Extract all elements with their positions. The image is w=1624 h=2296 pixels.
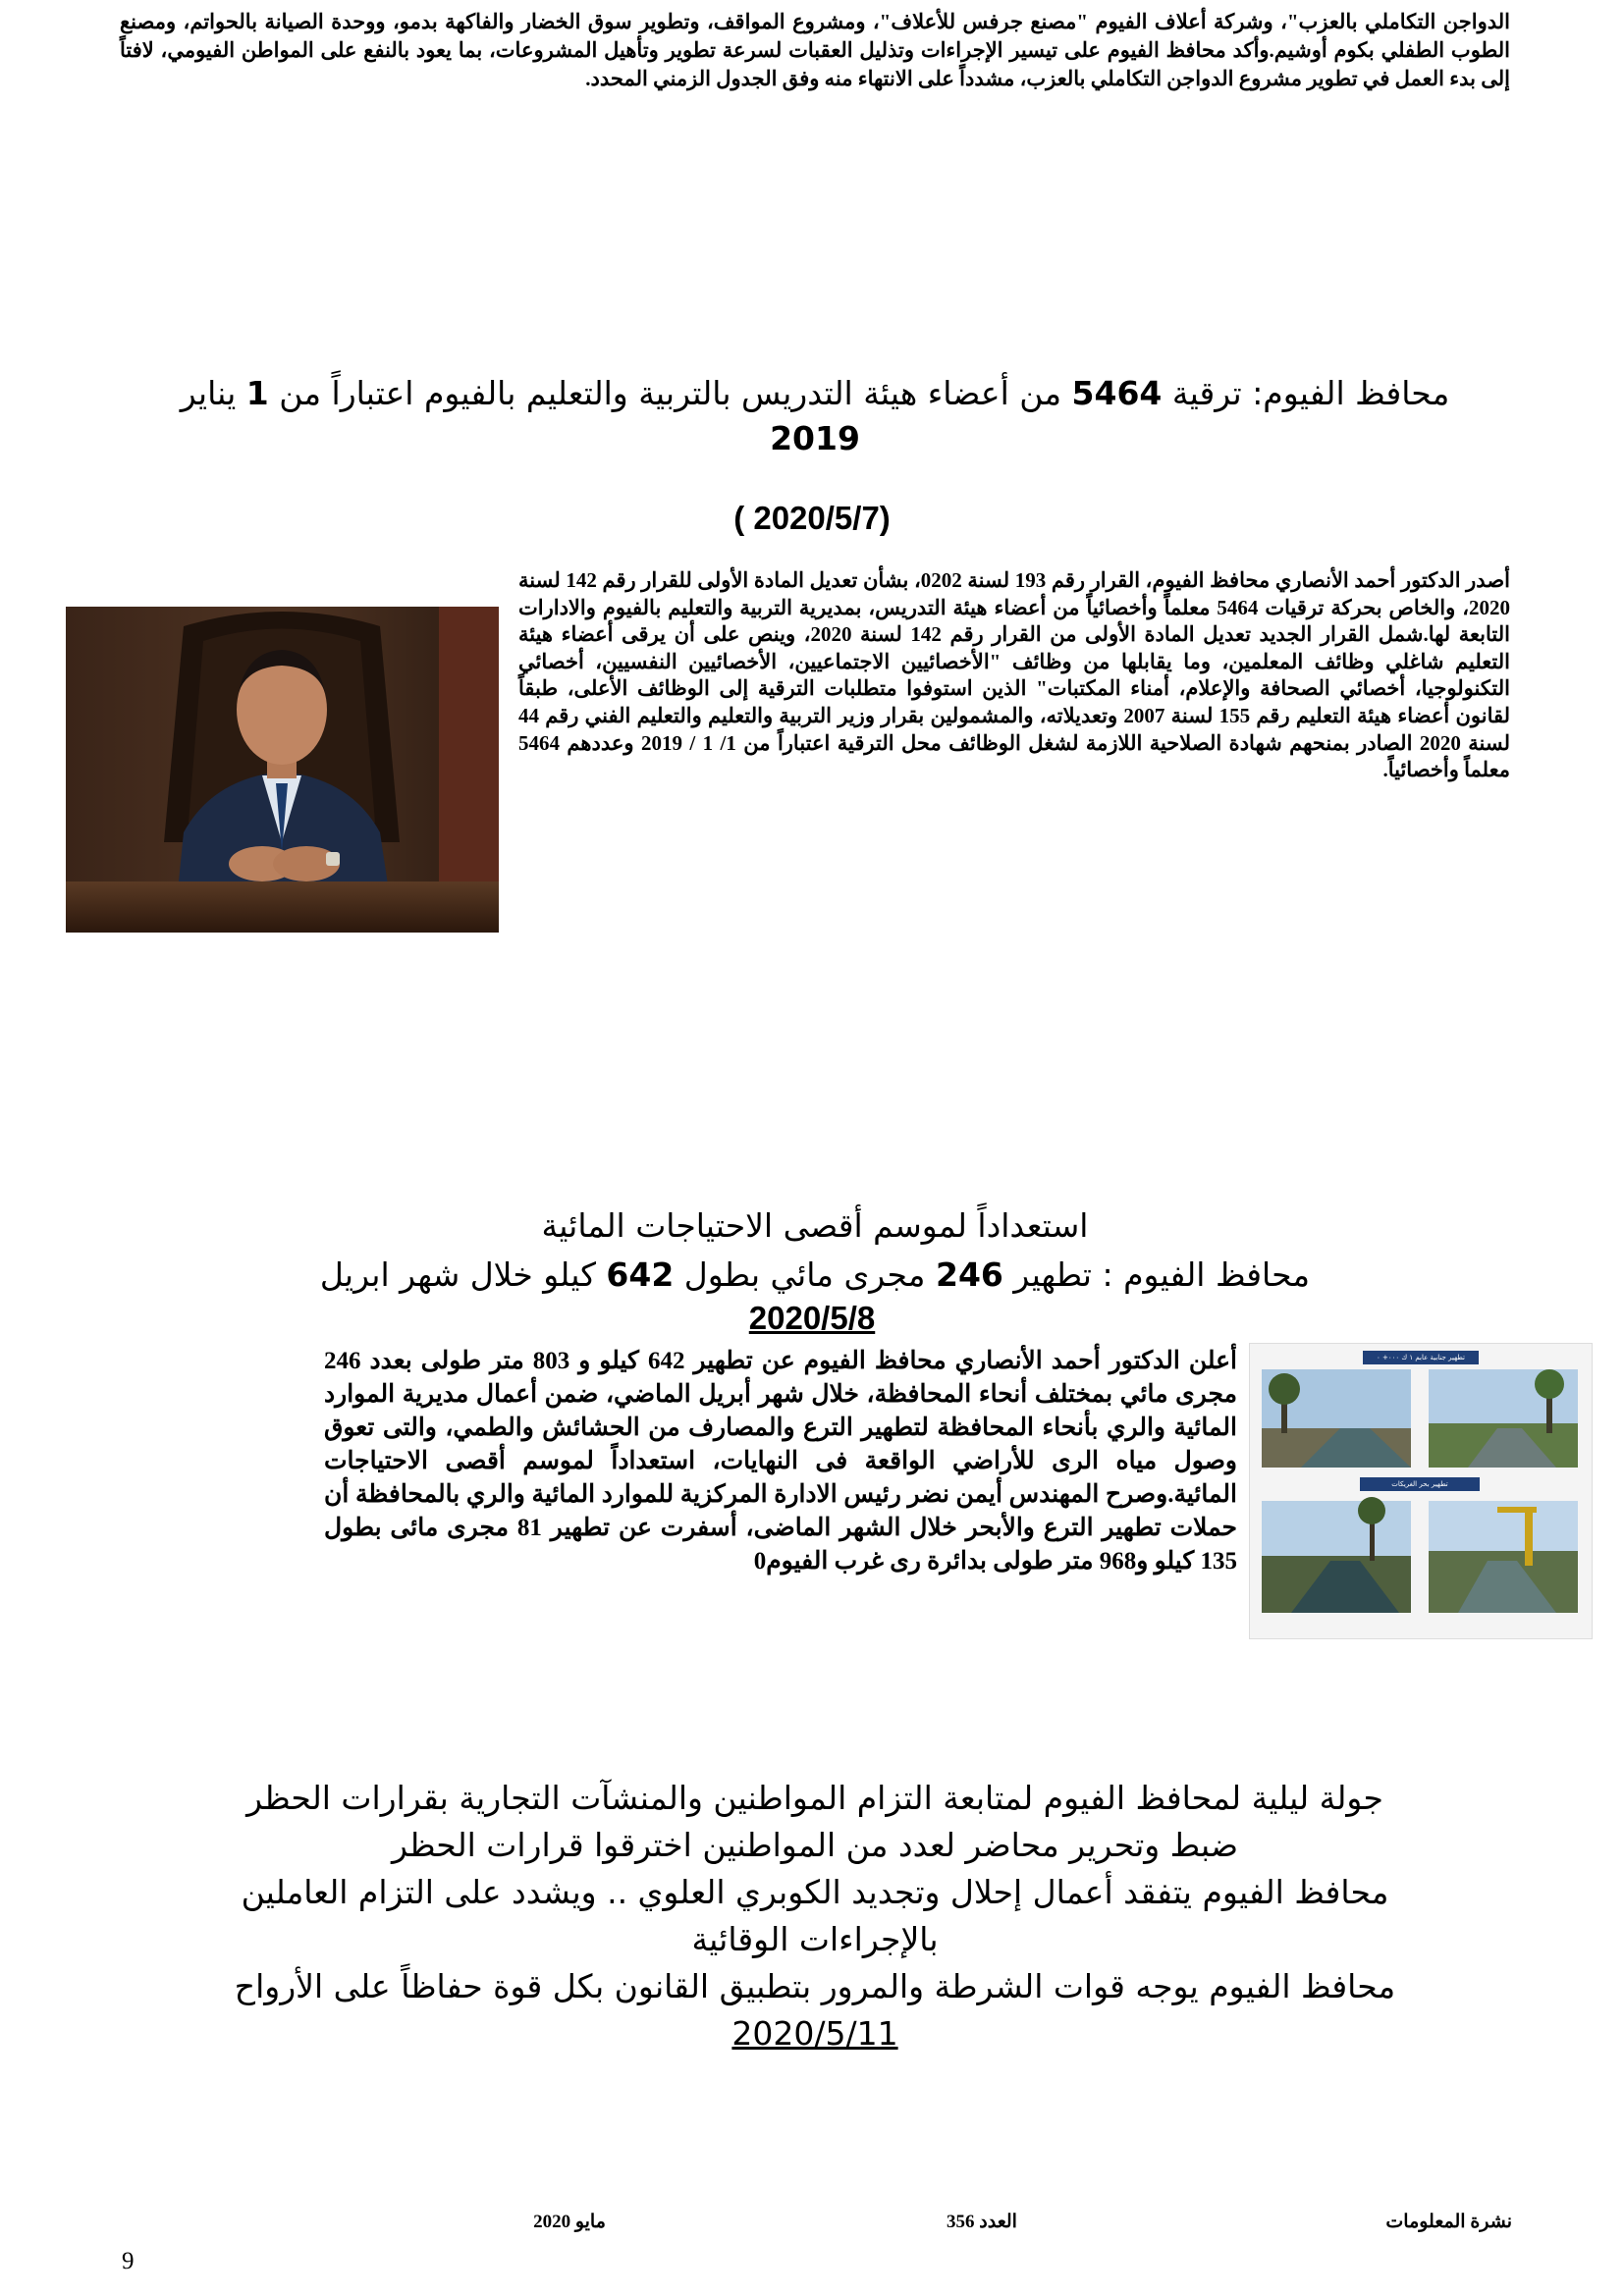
article2-title bbox=[108, 1201, 1522, 1300]
article1-title-year: 2019 bbox=[770, 419, 860, 457]
article2-title-line2-part1: محافظ الفيوم : تطهير bbox=[1002, 1255, 1311, 1294]
article3-line5: محافظ الفيوم يوجه قوات الشرطة والمرور بتطبيق القانون بكل قوة حفاظاً على الأرواح bbox=[234, 1967, 1396, 2005]
article1-title bbox=[108, 371, 1522, 461]
article2-title-line2-num1: 246 bbox=[935, 1255, 1003, 1294]
article1-title-part3: يناير bbox=[180, 374, 246, 412]
article2-title-line2-num2: 642 bbox=[606, 1255, 675, 1294]
article3-line4: بالإجراءات الوقائية bbox=[691, 1920, 939, 1958]
article3-date: 2020/5/11 bbox=[731, 2014, 898, 2053]
article2-title-line1: استعداداً لموسم أقصى الاحتياجات المائية bbox=[541, 1206, 1089, 1245]
article1-title-num2: 1 bbox=[245, 374, 269, 412]
collage-caption-top: تطهير جنابية عابم ١ ك ٠٠٠+ ٠ bbox=[1363, 1351, 1479, 1364]
article1-date: ( 2020/5/7) bbox=[733, 500, 891, 536]
article2-title-line2-part3: كيلو خلال شهر ابريل bbox=[319, 1255, 607, 1294]
article1-title-num1: 5464 bbox=[1071, 374, 1163, 412]
governor-portrait-image bbox=[66, 607, 499, 933]
article3-line3: محافظ الفيوم يتفقد أعمال إحلال وتجديد الكوبري العلوي .. ويشدد على التزام العاملين bbox=[241, 1873, 1389, 1911]
article2-body: أعلن الدكتور أحمد الأنصاري محافظ الفيوم عن تطهير 642 كيلو و 803 متر طولى بعدد 246 مجرى مائي بمختلف أنحاء المحافظة، خلال شهر أبريل الماضي، ضمن أعمال مديرية الموارد المائية والري بأنحاء المحافظة لتطهير الترع والمصارف من الحشائش والطمي، والتى تعوق وصول مياه الرى للأراضي الواقعة فى النهايات، استعداداً لموسم أقصى الاحتياجات المائية.وصرح المهندس أيمن نضر رئيس الادارة المركزية للموارد المائية والري بالمحافظة أن حملات تطهير الترع والأبحر خلال الشهر الماضى، أسفرت عن تطهير 81 مجرى مائى بطول 135 كيلو و968 متر طولى بدائرة رى غرب الفيوم0 bbox=[324, 1348, 1237, 1575]
page-number: 9 bbox=[122, 2248, 135, 2274]
article2-date: 2020/5/8 bbox=[748, 1300, 876, 1336]
governor-photo bbox=[66, 607, 499, 933]
canal-cleaning-collage bbox=[1249, 1343, 1593, 1639]
article1-title-part2: من أعضاء هيئة التدريس بالتربية والتعليم بالفيوم اعتباراً من bbox=[268, 374, 1072, 412]
article1-body: أصدر الدكتور أحمد الأنصاري محافظ الفيوم، القرار رقم 193 لسنة 0202، بشأن تعديل المادة الأولى للقرار رقم 142 لسنة 2020، والخاص بحركة ترقيات 5464 معلماً وأخصائياً من أعضاء هيئة التدريس، بمديرية التربية والتعليم بالفيوم والادارات التابعة لها.شمل القرار الجديد تعديل المادة الأولى من القرار رقم 142 لسنة 2020، وينص على أن يرقى أعضاء هيئة التعليم شاغلي وظائف المعلمين، وما يقابلها من وظائف "الأخصائيين الاجتماعيين، الأخصائيين النفسيين، أخصائي التكنولوجيا، أخصائي الصحافة والإعلام، أمناء المكتبات" الذين استوفوا متطلبات الترقية إلى الوظائف الأعلى، طبقاً لقانون أعضاء هيئة التعليم رقم 155 لسنة 2007 وتعديلاته، والمشمولين بقرار وزير التربية والتعليم والتعليم الفني رقم 44 لسنة 2020 الصادر بمنحهم شهادة الصلاحية اللازمة لشغل الوظائف محل الترقية اعتباراً من 1/ 1 / 2019 وعددهم 5464 معلماً وأخصائياً. bbox=[518, 568, 1511, 782]
article2-title-line2 bbox=[108, 1251, 1522, 1300]
article3-headlines bbox=[108, 1775, 1522, 2057]
article3-line1: جولة ليلية لمحافظ الفيوم لمتابعة التزام المواطنين والمنشآت التجارية بقرارات الحظر bbox=[246, 1779, 1383, 1817]
collage-photos-image bbox=[1262, 1369, 1578, 1613]
collage-caption-bottom: تطهير بحر الغريكات bbox=[1391, 1480, 1448, 1488]
article1-title-part1: محافظ الفيوم: ترقية bbox=[1162, 374, 1450, 412]
footer-month: مايو 2020 bbox=[533, 2212, 606, 2232]
article3-line2: ضبط وتحرير محاضر لعدد من المواطنين اخترقوا قرارات الحظر bbox=[392, 1826, 1238, 1864]
intro-paragraph: الدواجن التكاملي بالعزب"، وشركة أعلاف الفيوم "مصنع جرفس للأعلاف"، ومشروع المواقف، وتطوير سوق الخضار والفاكهة بدمو، ووحدة الصيانة بالحواتم، ومصنع الطوب الطفلي بكوم أوشيم.وأكد محافظ الفيوم على تيسير الإجراءات وتذليل العقبات لسرعة تطوير وتأهيل المشروعات، بما يعود بالنفع على المواطن الفيومي، لافتاً إلى بدء العمل في تطوير مشروع الدواجن التكاملي بالعزب، مشدداً على الانتهاء منه وفق الجدول الزمني المحدد. bbox=[120, 10, 1510, 90]
footer-issue: العدد 356 bbox=[947, 2212, 1017, 2232]
footer-publication: نشرة المعلومات bbox=[1385, 2212, 1512, 2232]
article2-title-line2-part2: مجرى مائي بطول bbox=[674, 1255, 936, 1294]
